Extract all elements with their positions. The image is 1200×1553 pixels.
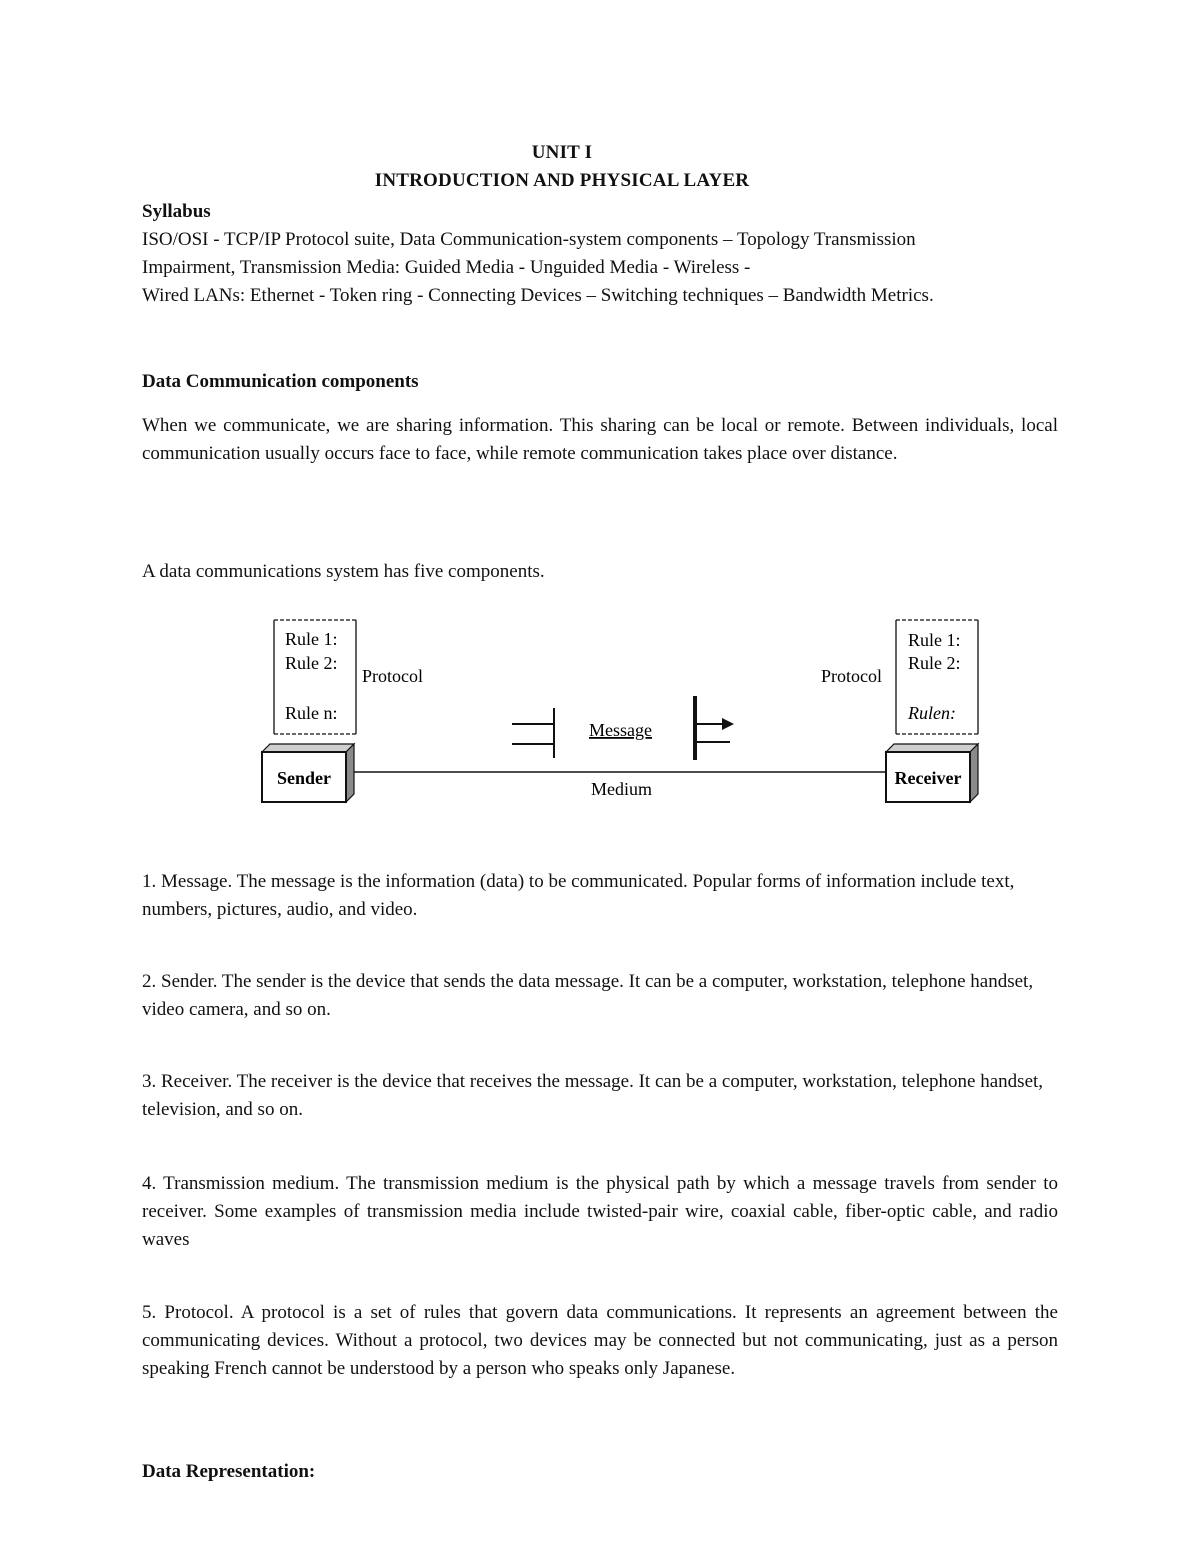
component-message: 1. Message. The message is the information (data) to be communicated. Popular forms of information include text, numbers, pictures, audio, and video.	[142, 871, 1015, 920]
intro-paragraph: When we communicate, we are sharing information. This sharing can be local or remote. Between individuals, local communication usually occurs face to face, while remote communication takes place over distance.	[142, 415, 1058, 464]
receiver-rule-n: Rulen:	[908, 703, 956, 723]
receiver-device	[886, 744, 978, 802]
component-protocol: 5. Protocol. A protocol is a set of rules that govern data communications. It represents an agreement between the communicating devices. Without a protocol, two devices may be connected but not communicating, just as a person speaking French cannot be understood by a person who speaks only Japanese.	[142, 1302, 1058, 1379]
sender-label: Sender	[277, 768, 331, 788]
section-heading-components: Data Communication components	[142, 371, 419, 392]
sender-device	[262, 744, 354, 802]
section-heading-data-representation: Data Representation:	[142, 1461, 316, 1482]
component-sender: 2. Sender. The sender is the device that sends the data message. It can be a computer, workstation, telephone handset, video camera, and so on.	[142, 971, 1034, 1020]
receiver-label: Receiver	[894, 768, 962, 788]
sender-rule-2: Rule 2:	[285, 653, 338, 673]
protocol-label-right: Protocol	[821, 666, 882, 686]
message-label: Message	[589, 720, 652, 740]
component-receiver: 3. Receiver. The receiver is the device that receives the message. It can be a computer, workstation, telephone handset, television, and so on.	[142, 1071, 1044, 1120]
component-medium: 4. Transmission medium. The transmission medium is the physical path by which a message travels from sender to receiver. Some examples of transmission media include twisted-pair wire, coaxial cable, fiber-optic cable, and radio waves	[142, 1173, 1058, 1250]
sender-protocol-box	[274, 620, 356, 734]
receiver-rule-1: Rule 1:	[908, 630, 961, 650]
sender-rule-1: Rule 1:	[285, 629, 338, 649]
syllabus-line-2: Impairment, Transmission Media: Guided Media - Unguided Media - Wireless -	[142, 257, 751, 278]
syllabus-line-3: Wired LANs: Ethernet - Token ring - Connecting Devices – Switching techniques – Bandwidth Metrics.	[142, 285, 934, 306]
medium-label: Medium	[591, 779, 652, 799]
unit-heading: UNIT I	[531, 142, 593, 163]
protocol-label-left: Protocol	[362, 666, 423, 686]
page-title: INTRODUCTION AND PHYSICAL LAYER	[374, 170, 750, 191]
five-components-sentence: A data communications system has five components.	[142, 561, 545, 582]
receiver-protocol-box	[896, 620, 978, 734]
syllabus-section	[142, 198, 1058, 310]
data-communication-diagram	[250, 612, 990, 812]
sender-rule-n: Rule n:	[285, 703, 338, 723]
receiver-rule-2: Rule 2:	[908, 653, 961, 673]
syllabus-line-1: ISO/OSI - TCP/IP Protocol suite, Data Communication-system components – Topology Transmission	[142, 229, 916, 250]
syllabus-heading: Syllabus	[142, 201, 211, 222]
